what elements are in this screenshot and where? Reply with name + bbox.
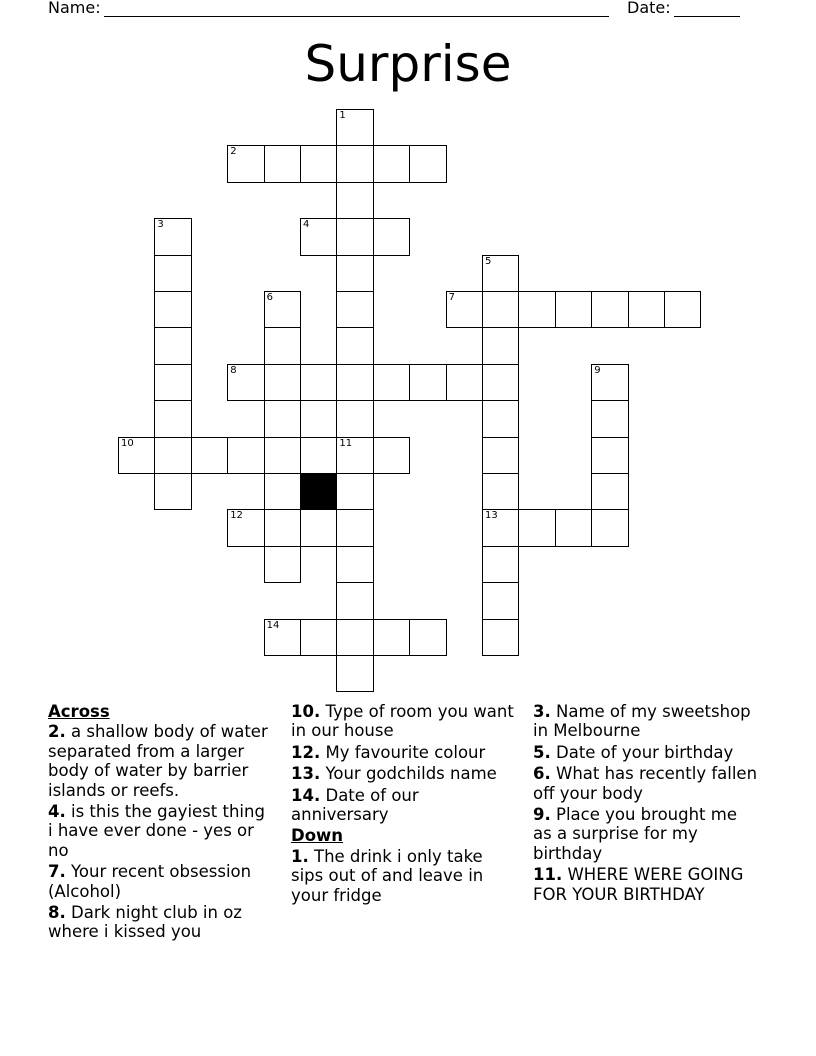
- clue-down-5: 5. Date of your birthday: [533, 742, 734, 762]
- date-label: Date:: [627, 0, 671, 17]
- grid-cell[interactable]: [336, 364, 373, 401]
- grid-cell[interactable]: [482, 400, 519, 437]
- grid-cell[interactable]: [482, 509, 519, 546]
- grid-cell[interactable]: [264, 437, 301, 474]
- grid-cell[interactable]: [300, 364, 337, 401]
- grid-cell[interactable]: [591, 364, 628, 401]
- grid-cell[interactable]: [264, 291, 301, 328]
- grid-cell[interactable]: [628, 291, 665, 328]
- clue-down-9: 9. Place you brought me as a surprise for my birthday: [533, 805, 737, 863]
- grid-cell[interactable]: [373, 364, 410, 401]
- grid-cell[interactable]: [336, 437, 373, 474]
- clue-number-label: 7: [448, 292, 455, 303]
- clue-number-label: 4: [303, 219, 310, 231]
- clue-across-14: 14. Date of our anniversary: [291, 785, 419, 825]
- grid-cell[interactable]: [482, 327, 519, 364]
- grid-cell[interactable]: [336, 218, 373, 255]
- clue-across-13: 13. Your godchilds name: [291, 764, 497, 784]
- grid-cell[interactable]: [154, 473, 191, 510]
- clue-across-8: 8. Dark night club in oz where i kissed you: [48, 903, 242, 942]
- grid-cell[interactable]: [591, 509, 628, 546]
- clue-number-label: 11: [339, 437, 353, 449]
- grid-cell[interactable]: [482, 619, 519, 656]
- clue-number-label: 8: [230, 364, 237, 376]
- grid-cell[interactable]: [264, 509, 301, 546]
- grid-cell[interactable]: [336, 182, 373, 219]
- grid-cell[interactable]: [227, 509, 264, 546]
- clue-column-2: [291, 702, 516, 907]
- grid-cell[interactable]: [154, 291, 191, 328]
- grid-cell[interactable]: [154, 400, 191, 437]
- grid-cell[interactable]: [118, 437, 155, 474]
- grid-cell[interactable]: [154, 327, 191, 364]
- clue-across-2: 2. a shallow body of water separated from a larger body of water by barrier islands or reefs.: [48, 722, 268, 800]
- grid-cell[interactable]: [336, 473, 373, 510]
- grid-cell[interactable]: [264, 473, 301, 510]
- black-cell: [300, 473, 337, 510]
- grid-cell[interactable]: [409, 619, 446, 656]
- grid-cell[interactable]: [482, 582, 519, 619]
- clue-number-label: 6: [266, 292, 273, 303]
- clue-number-label: 12: [230, 510, 243, 522]
- grid-cell[interactable]: [300, 218, 337, 255]
- grid-cell[interactable]: [300, 509, 337, 546]
- grid-cell[interactable]: [154, 255, 191, 292]
- grid-cell[interactable]: [373, 437, 410, 474]
- grid-cell[interactable]: [300, 619, 337, 656]
- name-label: Name:: [48, 0, 101, 17]
- clue-across-7: 7. Your recent obsession (Alcohol): [48, 862, 252, 901]
- clue-column-3: [533, 702, 758, 906]
- grid-cell[interactable]: [409, 364, 446, 401]
- grid-cell[interactable]: [300, 145, 337, 182]
- clue-column-1: [48, 702, 273, 944]
- grid-cell[interactable]: [154, 364, 191, 401]
- grid-cell[interactable]: [336, 255, 373, 292]
- grid-cell[interactable]: [336, 619, 373, 656]
- grid-cell[interactable]: [446, 364, 483, 401]
- grid-cell[interactable]: [591, 400, 628, 437]
- grid-cell[interactable]: [264, 327, 301, 364]
- clue-across-12: 12. My favourite colour: [291, 742, 486, 762]
- grid-cell[interactable]: [227, 145, 264, 182]
- grid-cell[interactable]: [373, 145, 410, 182]
- grid-cell[interactable]: [482, 291, 519, 328]
- grid-cell[interactable]: [227, 364, 264, 401]
- grid-cell[interactable]: [591, 473, 628, 510]
- clue-number-label: 5: [485, 255, 492, 267]
- grid-cell[interactable]: [336, 109, 373, 146]
- grid-cell[interactable]: [446, 291, 483, 328]
- grid-cell[interactable]: [154, 437, 191, 474]
- grid-cell[interactable]: [373, 619, 410, 656]
- grid-cell[interactable]: [373, 218, 410, 255]
- grid-cell[interactable]: [336, 582, 373, 619]
- clue-number-label: 9: [594, 364, 601, 376]
- clue-down-11: 11. WHERE WERE GOING FOR YOUR BIRTHDAY: [533, 865, 744, 904]
- grid-cell[interactable]: [482, 546, 519, 583]
- grid-cell[interactable]: [409, 145, 446, 182]
- grid-cell[interactable]: [336, 400, 373, 437]
- clue-number-label: 2: [230, 146, 237, 158]
- down-heading: Down: [291, 826, 344, 846]
- clue-down-1: 1. The drink i only take sips out of and leave in your fridge: [291, 846, 484, 905]
- clue-number-label: 3: [157, 219, 164, 231]
- clue-number-label: 14: [266, 619, 280, 631]
- grid-cell[interactable]: [518, 509, 555, 546]
- grid-cell[interactable]: [482, 437, 519, 474]
- clue-across-10: 10. Type of room you want in our house: [291, 702, 514, 741]
- clue-number-label: 13: [485, 510, 498, 522]
- grid-cell[interactable]: [264, 400, 301, 437]
- grid-cell[interactable]: [482, 364, 519, 401]
- across-heading: Across: [48, 702, 110, 721]
- grid-cell[interactable]: [591, 437, 628, 474]
- grid-cell[interactable]: [336, 509, 373, 546]
- grid-cell[interactable]: [336, 291, 373, 328]
- clue-down-6: 6. What has recently fallen off your body: [533, 764, 758, 803]
- grid-cell[interactable]: [191, 437, 228, 474]
- grid-cell[interactable]: [264, 364, 301, 401]
- grid-cell[interactable]: [336, 145, 373, 182]
- grid-cell[interactable]: [664, 291, 701, 328]
- clue-number-label: 10: [121, 437, 134, 449]
- grid-cell[interactable]: [482, 255, 519, 292]
- grid-cell[interactable]: [227, 437, 264, 474]
- grid-cell[interactable]: [300, 437, 337, 474]
- grid-cell[interactable]: [154, 218, 191, 255]
- grid-cell[interactable]: [264, 145, 301, 182]
- grid-cell[interactable]: [555, 291, 592, 328]
- grid-cell[interactable]: [336, 327, 373, 364]
- grid-cell[interactable]: [518, 291, 555, 328]
- grid-cell[interactable]: [336, 546, 373, 583]
- grid-cell[interactable]: [336, 655, 373, 692]
- clue-across-4: 4. is this the gayiest thing i have ever done - yes or no: [48, 802, 265, 860]
- grid-cell[interactable]: [482, 473, 519, 510]
- grid-cell[interactable]: [264, 619, 301, 656]
- clue-number-label: 1: [339, 110, 346, 121]
- grid-cell[interactable]: [591, 291, 628, 328]
- grid-cell[interactable]: [555, 509, 592, 546]
- puzzle-title: Surprise: [304, 35, 512, 93]
- clue-down-3: 3. Name of my sweetshop in Melbourne: [533, 702, 751, 741]
- grid-cell[interactable]: [264, 546, 301, 583]
